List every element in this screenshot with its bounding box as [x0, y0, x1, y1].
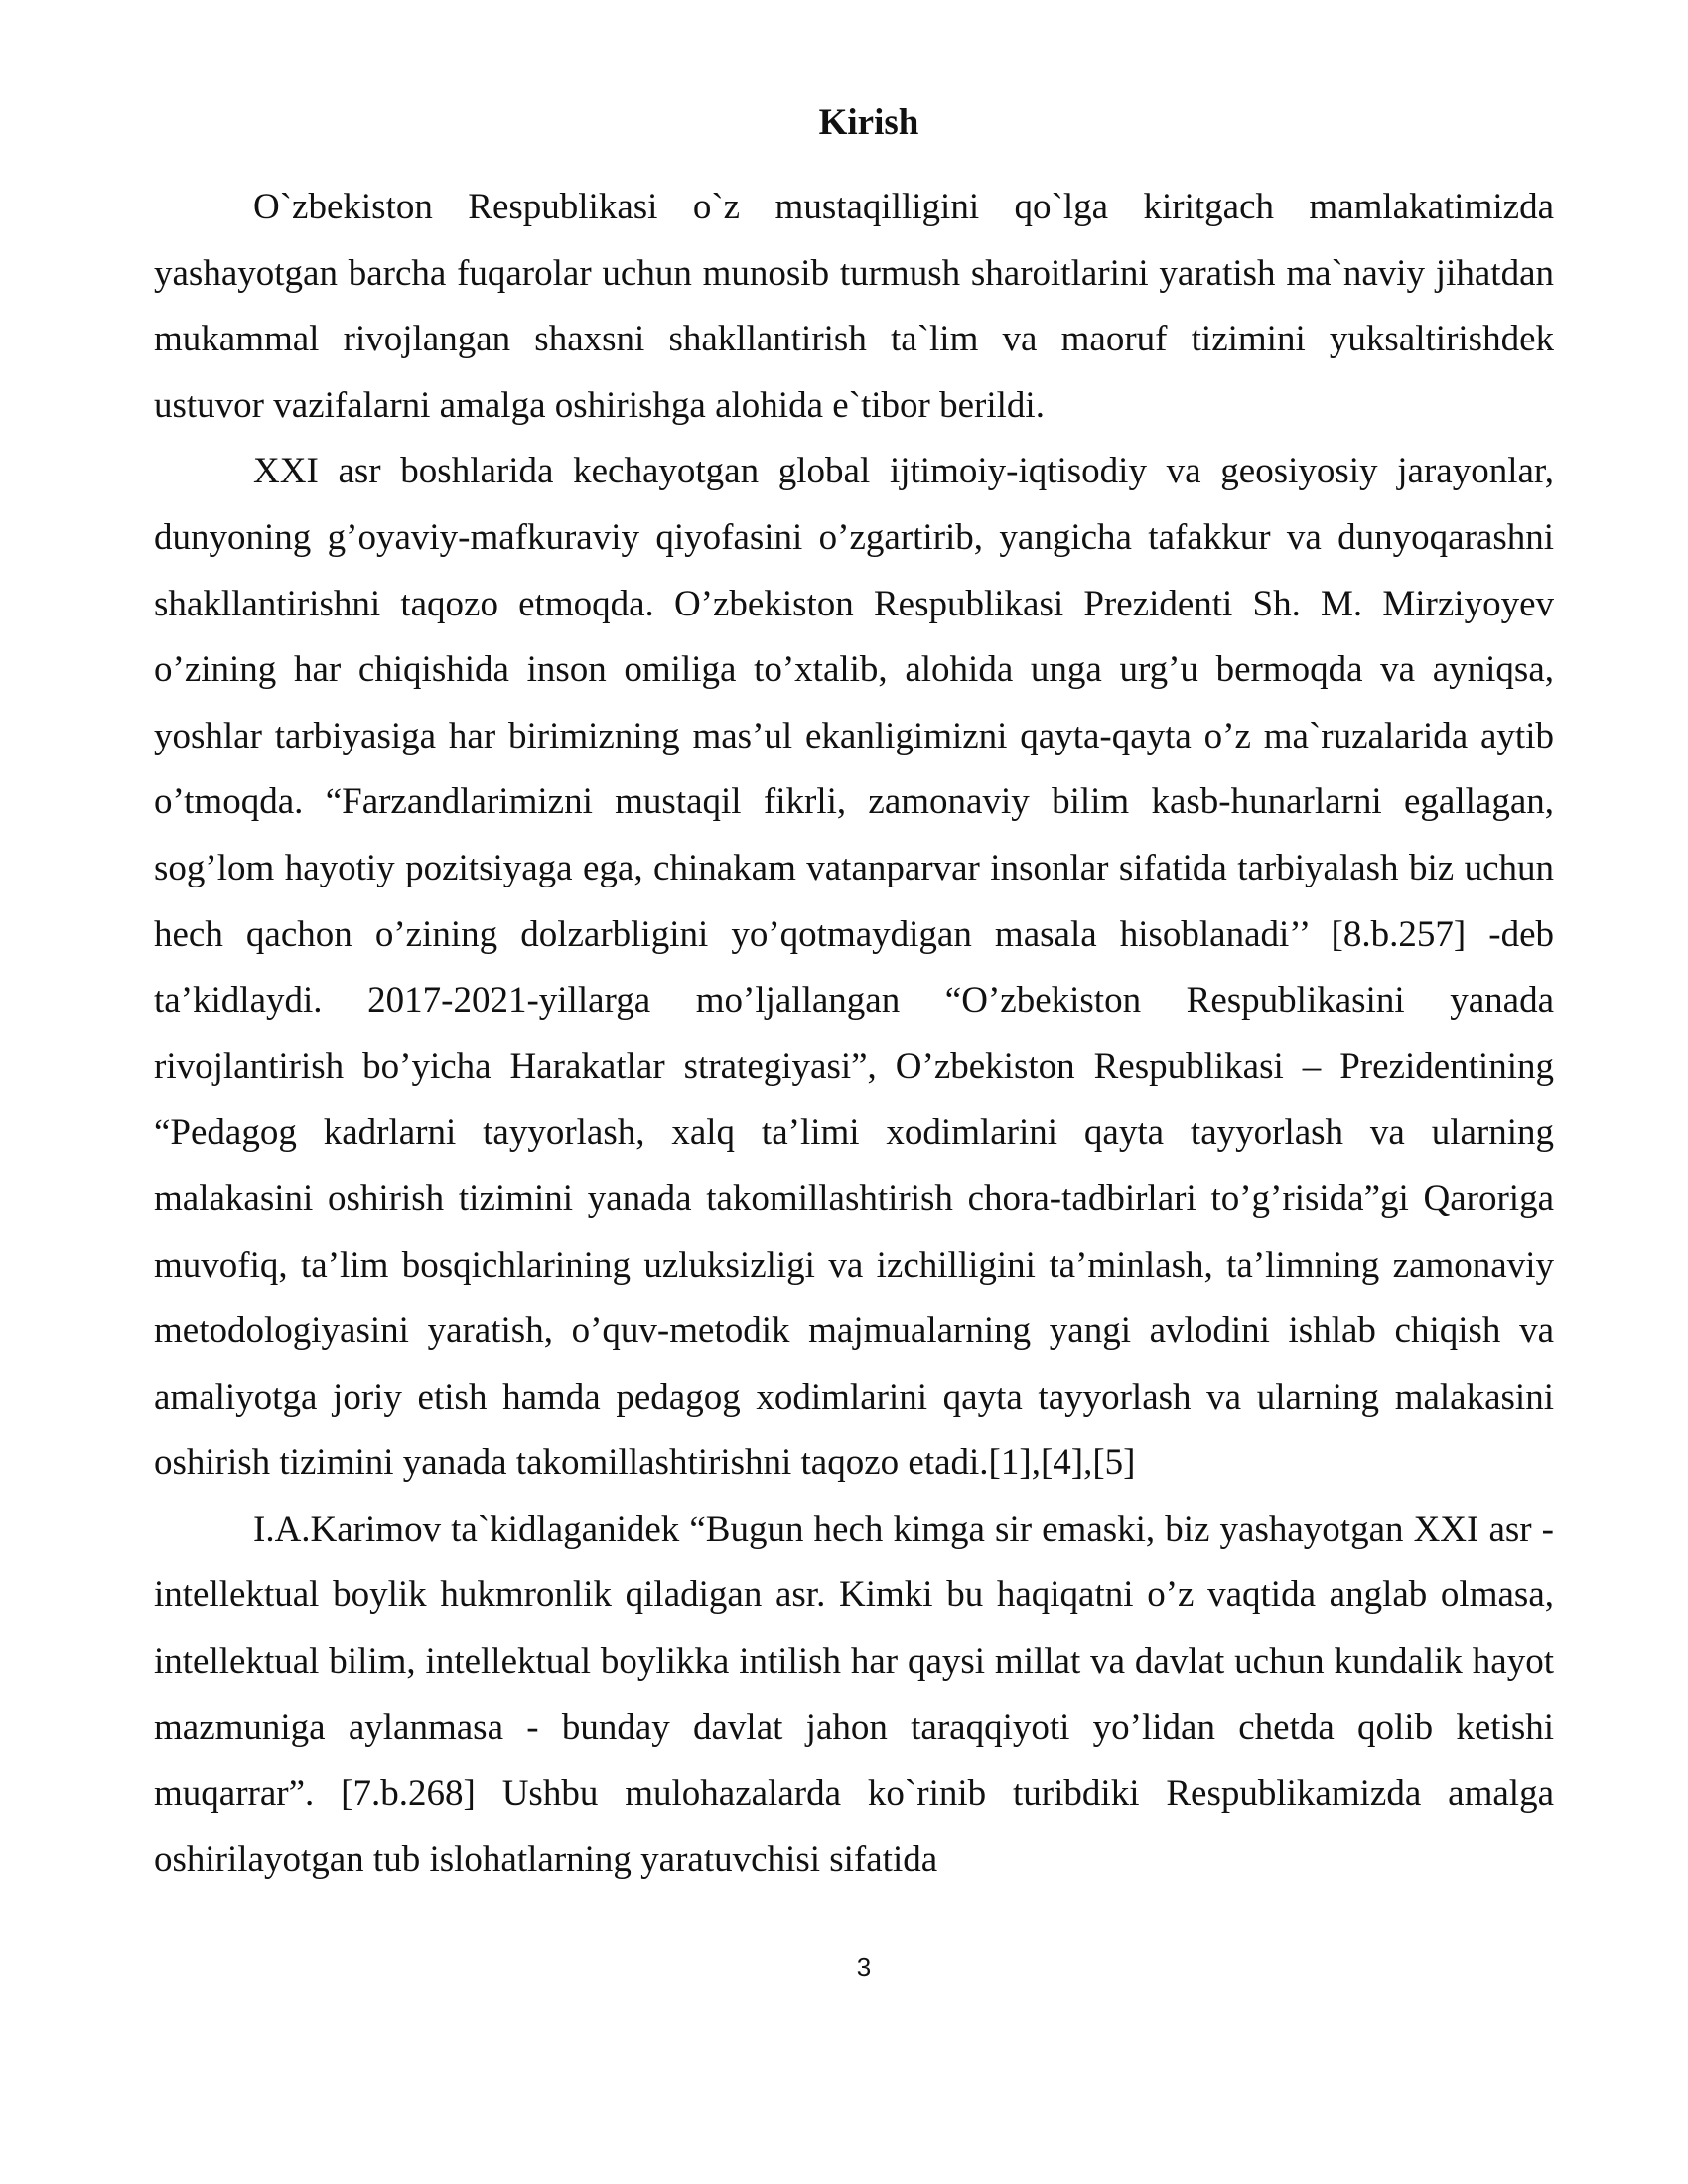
paragraph-intro: O`zbekiston Respublikasi o`z mustaqilligini qo`lga kiritgach mamlakatimizda yashayotgan barcha fuqarolar uchun munosib turmush sharoitlarini yaratish ma`naviy jihatdan mukammal rivojlangan shaxsni shakllantirish ta`lim va maoruf tizimini yuksaltirishdek ustuvor vazifalarni amalga oshirishga alohida e`tibor berildi.	[154, 187, 1554, 426]
paragraph-xxi-century: XXI asr boshlarida kechayotgan global ijtimoiy-iqtisodiy va geosiyosiy jarayonlar, dunyoning g’oyaviy-mafkuraviy qiyofasini o’zgartirib, yangicha tafakkur va dunyoqarashni shakllantirishni taqozo etmoqda. O’zbekiston Respublikasi Prezidenti Sh. M. Mirziyoyev o’zining har chiqishida inson omiliga to’xtalib, alohida unga urg’u bermoqda va ayniqsa, yoshlar tarbiyasiga har birimizning mas’ul ekanligimizni qayta-qayta o’z ma`ruzalarida aytib o’tmoqda. “Farzandlarimizni mustaqil fikrli, zamonaviy bilim kasb-hunarlarni egallagan, sog’lom hayotiy pozitsiyaga ega, chinakam vatanparvar insonlar sifatida tarbiyalash biz uchun hech qachon o’zining dolzarbligini yo’qotmaydigan masala hisoblanadi’’ [8.b.257] -deb ta’kidlaydi. 2017-2021-yillarga mo’ljallangan “O’zbekiston Respublikasini yanada rivojlantirish bo’yicha Harakatlar strategiyasi”, O’zbekiston Respublikasi – Prezidentining “Pedagog kadrlarni tayyorlash, xalq ta’limi xodimlarini qayta tayyorlash va ularning malakasini oshirish tizimini yanada takomillashtirish chora-tadbirlari to’g’risida”gi Qaroriga muvofiq, ta’lim bosqichlarining uzluksizligi va izchilligini ta’minlash, ta’limning zamonaviy metodologiyasini yaratish, o’quv-metodik majmualarning yangi avlodini ishlab chiqish va amaliyotga joriy etish hamda pedagog xodimlarini qayta tayyorlash va ularning malakasini oshirish tizimini yanada takomillashtirishni taqozo etadi.[1],[4],[5]	[154, 451, 1554, 1484]
document-body	[154, 175, 1554, 1893]
page-title: Kirish	[818, 102, 919, 143]
paragraph-karimov-quote: I.A.Karimov ta`kidlaganidek “Bugun hech kimga sir emaski, biz yashayotgan XXI asr - intellektual boylik hukmronlik qiladigan asr. Kimki bu haqiqatni o’z vaqtida anglab olmasa, intellektual bilim, intellektual boylikka intilish har qaysi millat va davlat uchun kundalik hayot mazmuniga aylanmasa - bunday davlat jahon taraqqiyoti yo’lidan chetda qolib ketishi muqarrar”. [7.b.268] Ushbu mulohazalarda ko`rinib turibdiki Respublikamizda amalga oshirilayotgan tub islohatlarning yaratuvchisi sifatida	[154, 1508, 1554, 1880]
page-number: 3	[856, 1952, 872, 1981]
